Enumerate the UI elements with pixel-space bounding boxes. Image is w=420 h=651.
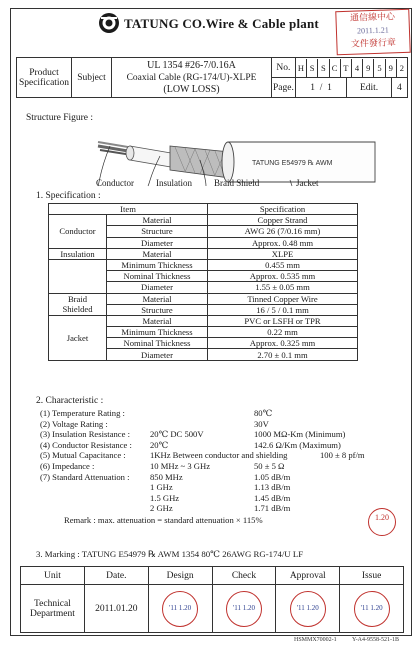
- approval-signature: [276, 585, 340, 633]
- spec-cell: 0.22 mm: [208, 327, 358, 338]
- unit-header: Unit: [21, 567, 85, 585]
- item-cell: Minimum Thickness: [107, 259, 208, 270]
- subject-label: Subject: [72, 58, 112, 98]
- item-cell: Structure: [107, 226, 208, 237]
- doc-number-char: H: [297, 62, 305, 73]
- list-item: (4) Conductor Resistance : 20℃ 142.6 Ω/Km (Maximum): [40, 439, 341, 450]
- no-label: No.: [272, 58, 296, 78]
- company-name: TATUNG CO.Wire & Cable plant: [124, 16, 319, 31]
- list-item: (5) Mutual Capacitance : 1KHz Between conductor and shielding 100 ± 8 pf/m: [40, 450, 365, 461]
- doc-number-char: T: [340, 59, 351, 77]
- check-stamp: '11 1.20: [226, 591, 262, 627]
- footer-form-code: HSMMX70002-1: [294, 637, 337, 643]
- label-insulation: Insulation: [156, 178, 192, 188]
- list-item: (1) Temperature Rating : 80℃: [40, 408, 273, 418]
- table-row: [49, 259, 358, 270]
- doc-number-char: 9: [362, 59, 373, 77]
- table-row: [49, 248, 358, 259]
- list-item: (6) Impedance : 10 MHz ~ 3 GHz 50 ± 5 Ω: [40, 460, 285, 471]
- doc-number-char: S: [306, 59, 317, 77]
- document-issue-stamp: 通信線中心 2011.1.21 文件發行章: [335, 9, 410, 56]
- list-item: (2) Voltage Rating : 30V: [40, 418, 269, 429]
- label-braid-shield: Braid Shield: [214, 178, 260, 188]
- spec-cell: Tinned Copper Wire: [208, 293, 358, 304]
- check-header: Check: [212, 567, 276, 585]
- edit-label: Edit.: [347, 78, 391, 98]
- product-spec-label: Product Specification: [17, 58, 72, 98]
- list-item: 1 GHz 1.13 dB/m: [150, 482, 291, 493]
- doc-number-char: S: [317, 59, 328, 77]
- group-jacket: Jacket: [49, 315, 107, 360]
- design-signature: [148, 585, 212, 633]
- item-cell: Diameter: [107, 349, 208, 360]
- item-cell: Nominal Thickness: [107, 271, 208, 282]
- spec-cell: XLPE: [208, 248, 358, 259]
- spec-cell: 1.55 ± 0.05 mm: [208, 282, 358, 293]
- col-spec-header: Specification: [208, 204, 358, 215]
- doc-number-char: 5: [373, 59, 384, 77]
- jacket-print: TATUNG E54979 ℞ AWM: [252, 160, 333, 167]
- doc-number-char: 9: [385, 59, 396, 77]
- page-value: 1 / 1: [295, 78, 347, 98]
- cable-structure-figure: [40, 130, 380, 190]
- item-cell: Structure: [107, 304, 208, 315]
- list-item: 2 GHz 1.71 dB/m: [150, 503, 291, 514]
- label-jacket: Jacket: [296, 178, 319, 188]
- specification-table: [48, 203, 358, 361]
- approval-stamp-right: 1.20: [368, 508, 396, 536]
- spec-cell: AWG 26 (7/0.16 mm): [208, 226, 358, 237]
- remark: Remark : max. attenuation = standard attenuation × 115%: [64, 514, 263, 525]
- doc-number: [295, 58, 407, 78]
- tatung-logo-icon: [98, 12, 120, 34]
- item-cell: Nominal Thickness: [107, 338, 208, 349]
- item-cell: Material: [107, 315, 208, 326]
- spec-cell: PVC or LSFH or TPR: [208, 315, 358, 326]
- spec-cell: Copper Strand: [208, 215, 358, 226]
- footer-ref-code: Y-A4-9558-521-1B: [352, 637, 399, 643]
- group-insulation-blank: [49, 259, 107, 293]
- design-stamp: '11 1.20: [162, 591, 198, 627]
- characteristic-title: 2. Characteristic :: [36, 396, 104, 406]
- table-row: [49, 215, 358, 226]
- unit-value: Technical Department: [21, 585, 85, 633]
- spec-cell: 16 / 5 / 0.1 mm: [208, 304, 358, 315]
- item-cell: Diameter: [107, 237, 208, 248]
- doc-number-char: C: [329, 59, 340, 77]
- issue-signature: [340, 585, 404, 633]
- spec-header-table: [16, 57, 408, 98]
- item-cell: Material: [107, 293, 208, 304]
- doc-number-char: 4: [351, 59, 362, 77]
- design-header: Design: [148, 567, 212, 585]
- spec-cell: 0.455 mm: [208, 259, 358, 270]
- item-cell: Material: [107, 215, 208, 226]
- col-item-header: Item: [49, 204, 208, 215]
- check-signature: [212, 585, 276, 633]
- issue-stamp: '11 1.20: [354, 591, 390, 627]
- item-cell: Material: [107, 248, 208, 259]
- issue-header: Issue: [340, 567, 404, 585]
- date-value: 2011.01.20: [84, 585, 148, 633]
- group-insulation: Insulation: [49, 248, 107, 259]
- characteristic-list: [40, 408, 400, 526]
- structure-figure-title: Structure Figure :: [26, 113, 94, 123]
- list-item: (7) Standard Attenuation : 850 MHz 1.05 dB/m: [40, 471, 291, 482]
- spec-cell: 2.70 ± 0.1 mm: [208, 349, 358, 360]
- group-braid-shielded: Braid Shielded: [49, 293, 107, 315]
- list-item: (3) Insulation Resistance : 20℃ DC 500V 1000 MΩ-Km (Minimum): [40, 429, 346, 440]
- doc-number-char: 2: [396, 59, 407, 77]
- subject-value: UL 1354 #26-7/0.16A Coaxial Cable (RG-174/U)-XLPE (LOW LOSS): [112, 58, 272, 98]
- group-conductor: Conductor: [49, 215, 107, 249]
- signoff-table: [20, 566, 404, 633]
- page-label: Page.: [272, 78, 296, 98]
- table-row: [49, 293, 358, 304]
- spec-cell: Approx. 0.325 mm: [208, 338, 358, 349]
- approval-header: Approval: [276, 567, 340, 585]
- spec-cell: Approx. 0.535 mm: [208, 271, 358, 282]
- item-cell: Diameter: [107, 282, 208, 293]
- label-conductor: Conductor: [96, 178, 134, 188]
- marking-line: 3. Marking : TATUNG E54979 ℞ AWM 1354 80℃ 26AWG RG-174/U LF: [36, 549, 304, 559]
- edit-value: 4: [391, 78, 407, 98]
- table-row: [49, 315, 358, 326]
- date-header: Date.: [84, 567, 148, 585]
- item-cell: Minimum Thickness: [107, 327, 208, 338]
- list-item: 1.5 GHz 1.45 dB/m: [150, 492, 291, 503]
- spec-cell: Approx. 0.48 mm: [208, 237, 358, 248]
- specification-title: 1. Specification :: [36, 191, 101, 201]
- approval-stamp: '11 1.20: [290, 591, 326, 627]
